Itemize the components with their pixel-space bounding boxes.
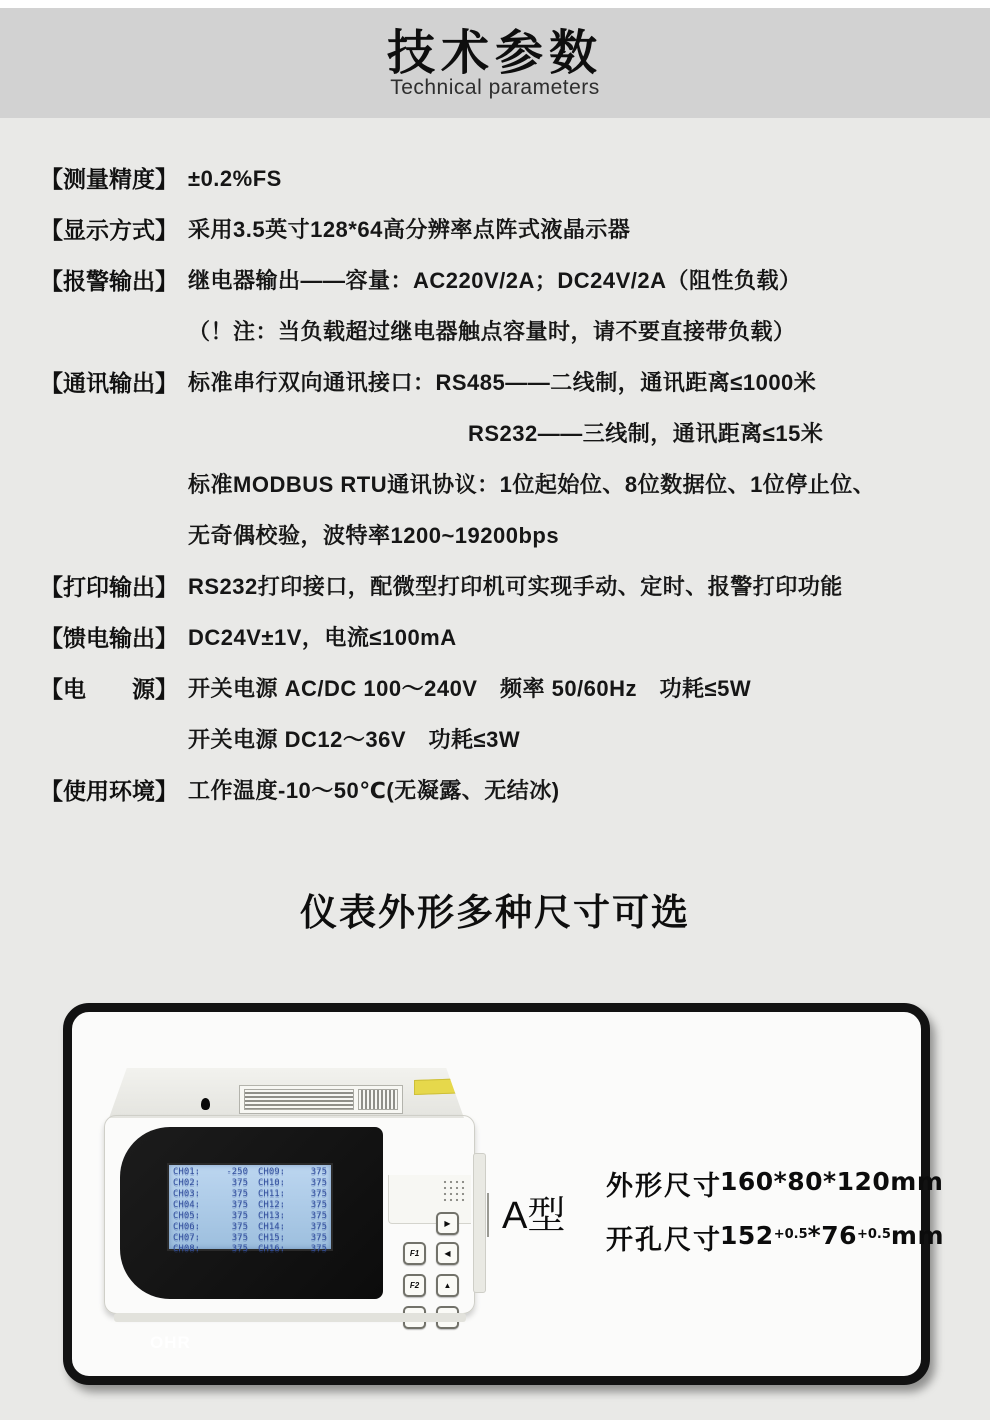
lcd-row — [173, 1178, 327, 1189]
spec-text: DC24V±1V，电流≤100mA — [188, 625, 457, 650]
device-bottom-lip — [114, 1313, 466, 1322]
spec-text: 无奇偶校验，波特率1200~19200bps — [188, 523, 560, 548]
spec-row — [40, 419, 960, 470]
spec-text: 采用3.5英寸128*64高分辨率点阵式液晶示器 — [188, 217, 631, 242]
spec-row — [40, 674, 960, 725]
lcd-v1: 375 — [231, 1178, 248, 1188]
spec-row — [40, 776, 960, 827]
lcd-v2: 375 — [310, 1167, 327, 1177]
spec-label: 【测量精度】 — [40, 166, 178, 192]
lcd-row — [173, 1222, 327, 1233]
arrow-left-icon: ◀ — [436, 1242, 459, 1265]
cutout-unit: mm — [890, 1221, 945, 1250]
lcd-v2: 375 — [310, 1178, 327, 1188]
speaker-grille — [442, 1179, 466, 1203]
spec-label: 【使用环境】 — [40, 778, 178, 804]
lcd-row — [173, 1200, 327, 1211]
lcd-ch1: CH07: — [173, 1233, 201, 1243]
spec-label: 【显示方式】 — [40, 217, 178, 243]
lcd-ch1: CH02: — [173, 1178, 201, 1188]
lcd-ch1: CH01: — [173, 1167, 201, 1177]
lcd-ch2: CH13: — [258, 1211, 286, 1221]
cutout-size-label: 开孔尺寸 — [606, 1225, 722, 1255]
content-area — [0, 118, 990, 1420]
spec-row — [40, 725, 960, 776]
spec-list — [40, 164, 960, 827]
outline-size-value: 160*80*120mm — [720, 1167, 944, 1196]
f1-button: F1 — [403, 1242, 426, 1265]
lcd-ch1: CH03: — [173, 1189, 201, 1199]
lcd-ch2: CH16: — [258, 1244, 286, 1254]
spec-label: 【打印输出】 — [40, 574, 178, 600]
device-label-plate — [239, 1085, 403, 1114]
lcd-ch1: CH05: — [173, 1211, 201, 1221]
spec-text: RS232——三线制，通讯距离≤15米 — [468, 421, 824, 446]
outline-size-label: 外形尺寸 — [606, 1171, 722, 1201]
lcd-screen — [167, 1163, 333, 1254]
spec-text: 继电器输出——容量：AC220V/2A；DC24V/2A（阻性负载） — [188, 268, 802, 293]
spec-row — [40, 215, 960, 266]
lcd-v1: 375 — [231, 1200, 248, 1210]
side-tab — [473, 1153, 486, 1293]
lcd-row — [173, 1189, 327, 1200]
spec-text: RS232打印接口，配微型打印机可实现手动、定时、报警打印功能 — [188, 574, 843, 599]
spec-text: 开关电源 DC12～36V 功耗≤3W — [188, 727, 521, 752]
lcd-v2: 375 — [310, 1244, 327, 1254]
lcd-v2: 375 — [310, 1233, 327, 1243]
spec-text: 工作温度-10～50℃(无凝露、无结冰) — [188, 778, 560, 803]
yellow-sticker — [414, 1078, 471, 1095]
arrow-right-icon: ▶ — [436, 1212, 459, 1235]
cutout-base1: 152 — [720, 1221, 774, 1250]
brand-logo: OHR — [150, 1333, 191, 1352]
lcd-ch2: CH09: — [258, 1167, 286, 1177]
cutout-separator: * — [807, 1221, 822, 1250]
section-title: 仪表外形多种尺寸可选 — [300, 892, 690, 933]
lcd-v2: 375 — [310, 1189, 327, 1199]
side-slot — [487, 1193, 489, 1237]
cutout-base2: 76 — [821, 1221, 857, 1250]
lcd-row — [173, 1244, 327, 1255]
spec-label: 【电 源】 — [40, 676, 178, 702]
product-box — [63, 1003, 945, 1385]
spec-label: 【馈电输出】 — [40, 625, 178, 651]
spec-text: 标准串行双向通讯接口：RS485——二线制，通讯距离≤1000米 — [188, 370, 817, 395]
lcd-v2: 375 — [310, 1222, 327, 1232]
lcd-ch2: CH15: — [258, 1233, 286, 1243]
spec-text: 标准MODBUS RTU通讯协议：1位起始位、8位数据位、1位停止位、 — [188, 472, 876, 497]
spec-row — [40, 470, 960, 521]
lcd-row — [173, 1233, 327, 1244]
device-front-panel — [104, 1115, 475, 1352]
spec-row — [40, 572, 960, 623]
lcd-v1: 375 — [231, 1211, 248, 1221]
model-label: A型 — [502, 1195, 566, 1237]
spec-row — [40, 317, 960, 368]
cutout-tolerance1: +0.5 — [773, 1227, 808, 1242]
cutout-size-value — [720, 1221, 944, 1250]
spec-row — [40, 623, 960, 674]
f2-button: F2 — [403, 1274, 426, 1297]
lcd-v1: 375 — [231, 1222, 248, 1232]
spec-label: 【报警输出】 — [40, 268, 178, 294]
arrow-up-icon: ▲ — [436, 1274, 459, 1297]
spec-row — [40, 164, 960, 215]
spec-label: 【通讯输出】 — [40, 370, 178, 396]
mounting-hole — [201, 1098, 210, 1110]
device-photo — [102, 1058, 502, 1352]
lcd-ch1: CH04: — [173, 1200, 201, 1210]
lcd-ch2: CH10: — [258, 1178, 286, 1188]
display-bezel — [120, 1127, 383, 1352]
cutout-tolerance2: +0.5 — [856, 1227, 891, 1242]
spec-text: ±0.2%FS — [188, 166, 282, 191]
spec-row — [40, 521, 960, 572]
spec-row — [40, 368, 960, 419]
lcd-v1: -250 — [226, 1167, 248, 1177]
lcd-ch2: CH12: — [258, 1200, 286, 1210]
lcd-ch2: CH11: — [258, 1189, 286, 1199]
lcd-row — [173, 1211, 327, 1222]
lcd-v2: 375 — [310, 1200, 327, 1210]
lcd-ch1: CH08: — [173, 1244, 201, 1254]
barcode-area — [244, 1089, 354, 1110]
lcd-ch2: CH14: — [258, 1222, 286, 1232]
lcd-v1: 375 — [231, 1233, 248, 1243]
page-title: 技术参数 — [386, 27, 603, 80]
spec-text: （！注：当负载超过继电器触点容量时，请不要直接带负载） — [188, 319, 796, 344]
spec-row — [40, 266, 960, 317]
wiring-diagram-area — [358, 1089, 398, 1110]
lcd-ch1: CH06: — [173, 1222, 201, 1232]
lcd-v1: 375 — [231, 1244, 248, 1254]
lcd-v2: 375 — [310, 1211, 327, 1221]
lcd-row — [173, 1167, 327, 1178]
lcd-v1: 375 — [231, 1189, 248, 1199]
spec-text: 开关电源 AC/DC 100～240V 频率 50/60Hz 功耗≤5W — [188, 676, 752, 701]
page-subtitle: Technical parameters — [390, 76, 600, 99]
